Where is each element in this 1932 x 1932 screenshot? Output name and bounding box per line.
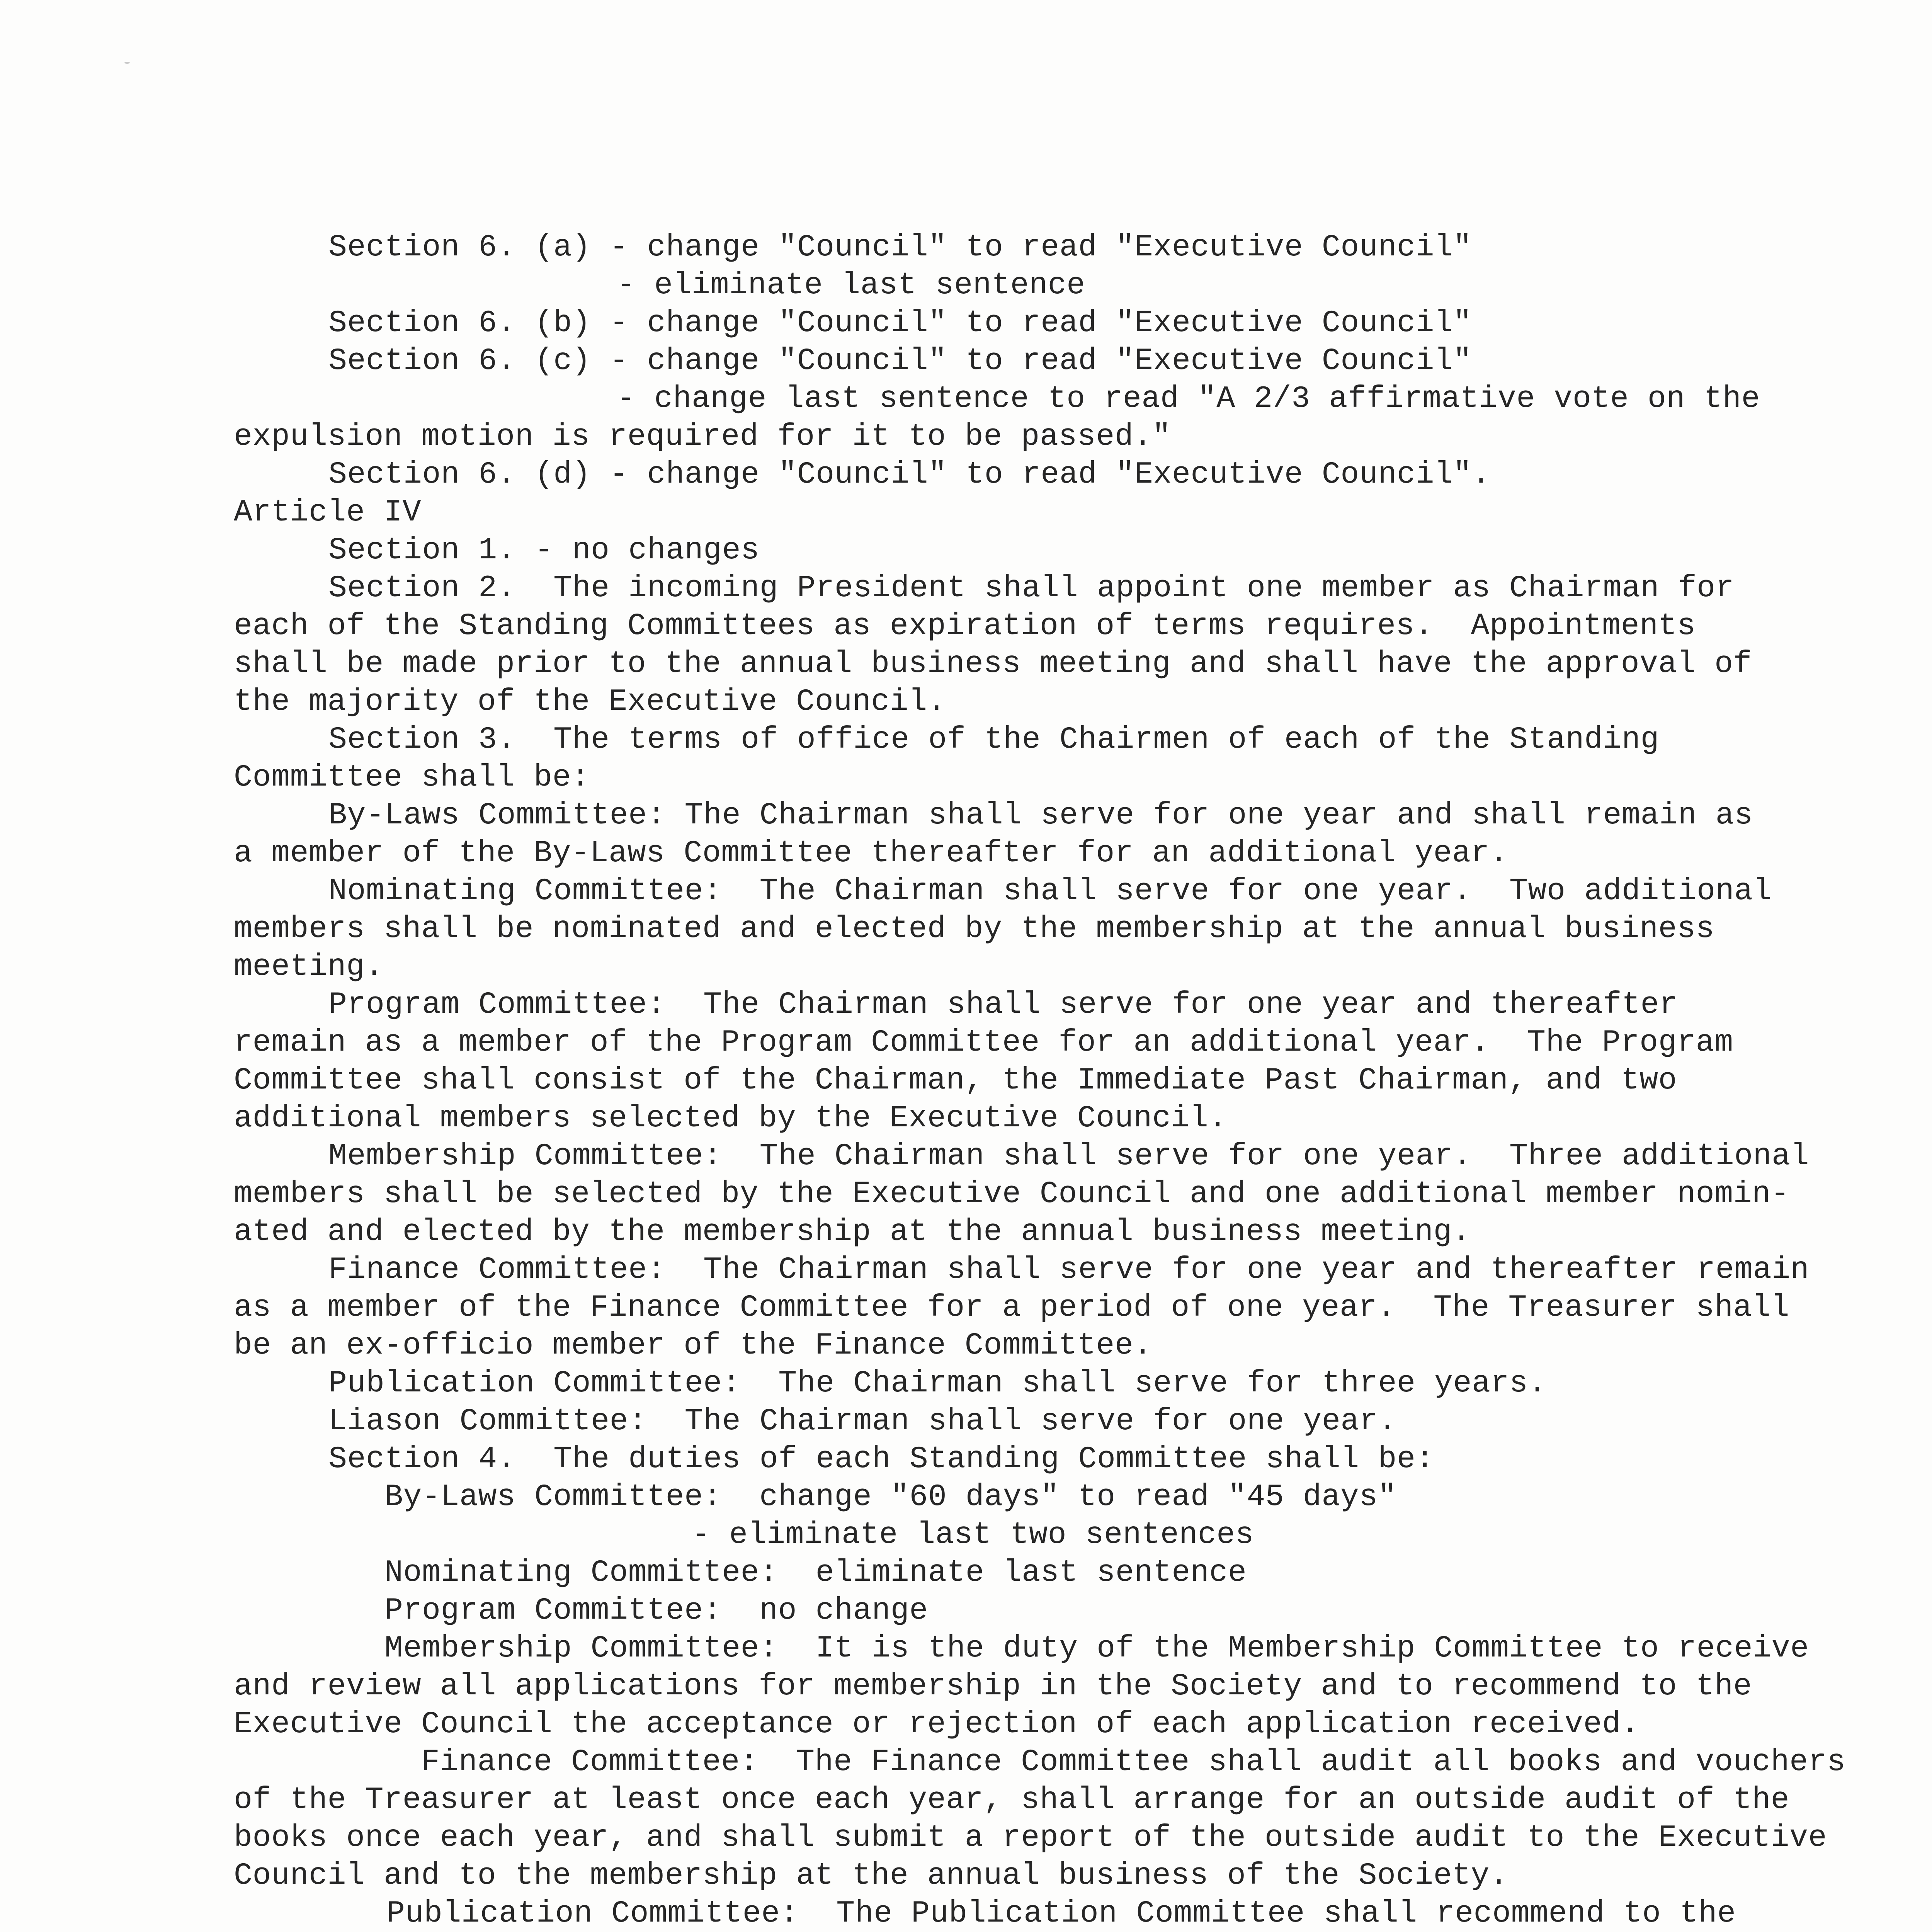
text-line: meeting. — [234, 949, 384, 985]
text-line: Program Committee: no change — [384, 1593, 928, 1628]
text-line: Nominating Committee: The Chairman shall serve for one year. Two additional — [328, 874, 1772, 909]
text-line: remain as a member of the Program Committee for an additional year. The Program — [234, 1025, 1733, 1060]
text-line: Section 6. (b) - change "Council" to read "Executive Council" — [328, 306, 1472, 341]
text-line: Membership Committee: It is the duty of the Membership Committee to receive — [384, 1631, 1809, 1666]
text-line: Section 1. - no changes — [328, 533, 760, 568]
text-line: Committee shall consist of the Chairman, the Immediate Past Chairman, and two — [234, 1063, 1677, 1098]
scan-speck — [124, 62, 130, 64]
text-line: ated and elected by the membership at the annual business meeting. — [234, 1214, 1471, 1250]
text-line: Section 2. The incoming President shall appoint one member as Chairman for — [328, 571, 1735, 606]
text-line: Publication Committee: The Publication Committee shall recommend to the — [386, 1896, 1736, 1931]
text-line: shall be made prior to the annual business meeting and shall have the approval of — [234, 646, 1752, 682]
text-line: Council and to the membership at the annual business of the Society. — [234, 1858, 1509, 1893]
text-line: By-Laws Committee: change "60 days" to read "45 days" — [384, 1480, 1397, 1515]
text-line: of the Treasurer at least once each year, shall arrange for an outside audit of the — [234, 1782, 1790, 1818]
text-line: the majority of the Executive Council. — [234, 684, 946, 719]
text-line: Publication Committee: The Chairman shall serve for three years. — [328, 1366, 1547, 1401]
text-line: Executive Council the acceptance or rejection of each application received. — [234, 1707, 1640, 1742]
text-line: Section 6. (d) - change "Council" to read "Executive Council". — [328, 457, 1491, 492]
text-line: Section 4. The duties of each Standing Committee shall be: — [328, 1442, 1434, 1477]
text-line: Section 3. The terms of office of the Chairmen of each of the Standing — [328, 722, 1660, 757]
text-line: Section 6. (c) - change "Council" to read "Executive Council" — [328, 344, 1472, 379]
text-line: Nominating Committee: eliminate last sentence — [384, 1555, 1247, 1590]
text-line: additional members selected by the Executive Council. — [234, 1101, 1227, 1136]
text-line: Liason Committee: The Chairman shall serve for one year. — [328, 1404, 1397, 1439]
text-line: each of the Standing Committees as expiration of terms requires. Appointments — [234, 609, 1696, 644]
text-line: and review all applications for membership in the Society and to recommend to the — [234, 1669, 1752, 1704]
text-line: Program Committee: The Chairman shall serve for one year and thereafter — [328, 987, 1678, 1022]
text-line: - change last sentence to read "A 2/3 affirmative vote on the — [617, 381, 1760, 417]
text-line: members shall be selected by the Executive Council and one additional member nomin- — [234, 1177, 1790, 1212]
text-line: a member of the By-Laws Committee thereafter for an additional year. — [234, 836, 1509, 871]
text-line: By-Laws Committee: The Chairman shall serve for one year and shall remain as — [328, 798, 1753, 833]
text-line: - eliminate last sentence — [617, 268, 1085, 303]
text-line: Finance Committee: The Chairman shall serve for one year and thereafter remain — [328, 1252, 1810, 1287]
text-line: Section 6. (a) - change "Council" to read "Executive Council" — [328, 230, 1472, 265]
text-line: Membership Committee: The Chairman shall serve for one year. Three additional — [328, 1139, 1810, 1174]
text-line: Finance Committee: The Finance Committee shall audit all books and vouchers — [421, 1745, 1846, 1780]
text-line: books once each year, and shall submit a report of the outside audit to the Executive — [234, 1820, 1827, 1855]
text-line: Committee shall be: — [234, 760, 590, 795]
text-line: members shall be nominated and elected by the membership at the annual business — [234, 912, 1715, 947]
text-line: - eliminate last two sentences — [692, 1517, 1254, 1553]
text-line: expulsion motion is required for it to be passed." — [234, 419, 1171, 454]
text-line: be an ex-officio member of the Finance Committee. — [234, 1328, 1152, 1363]
text-line: Article IV — [234, 495, 422, 530]
text-line: as a member of the Finance Committee for a period of one year. The Treasurer shall — [234, 1290, 1790, 1325]
